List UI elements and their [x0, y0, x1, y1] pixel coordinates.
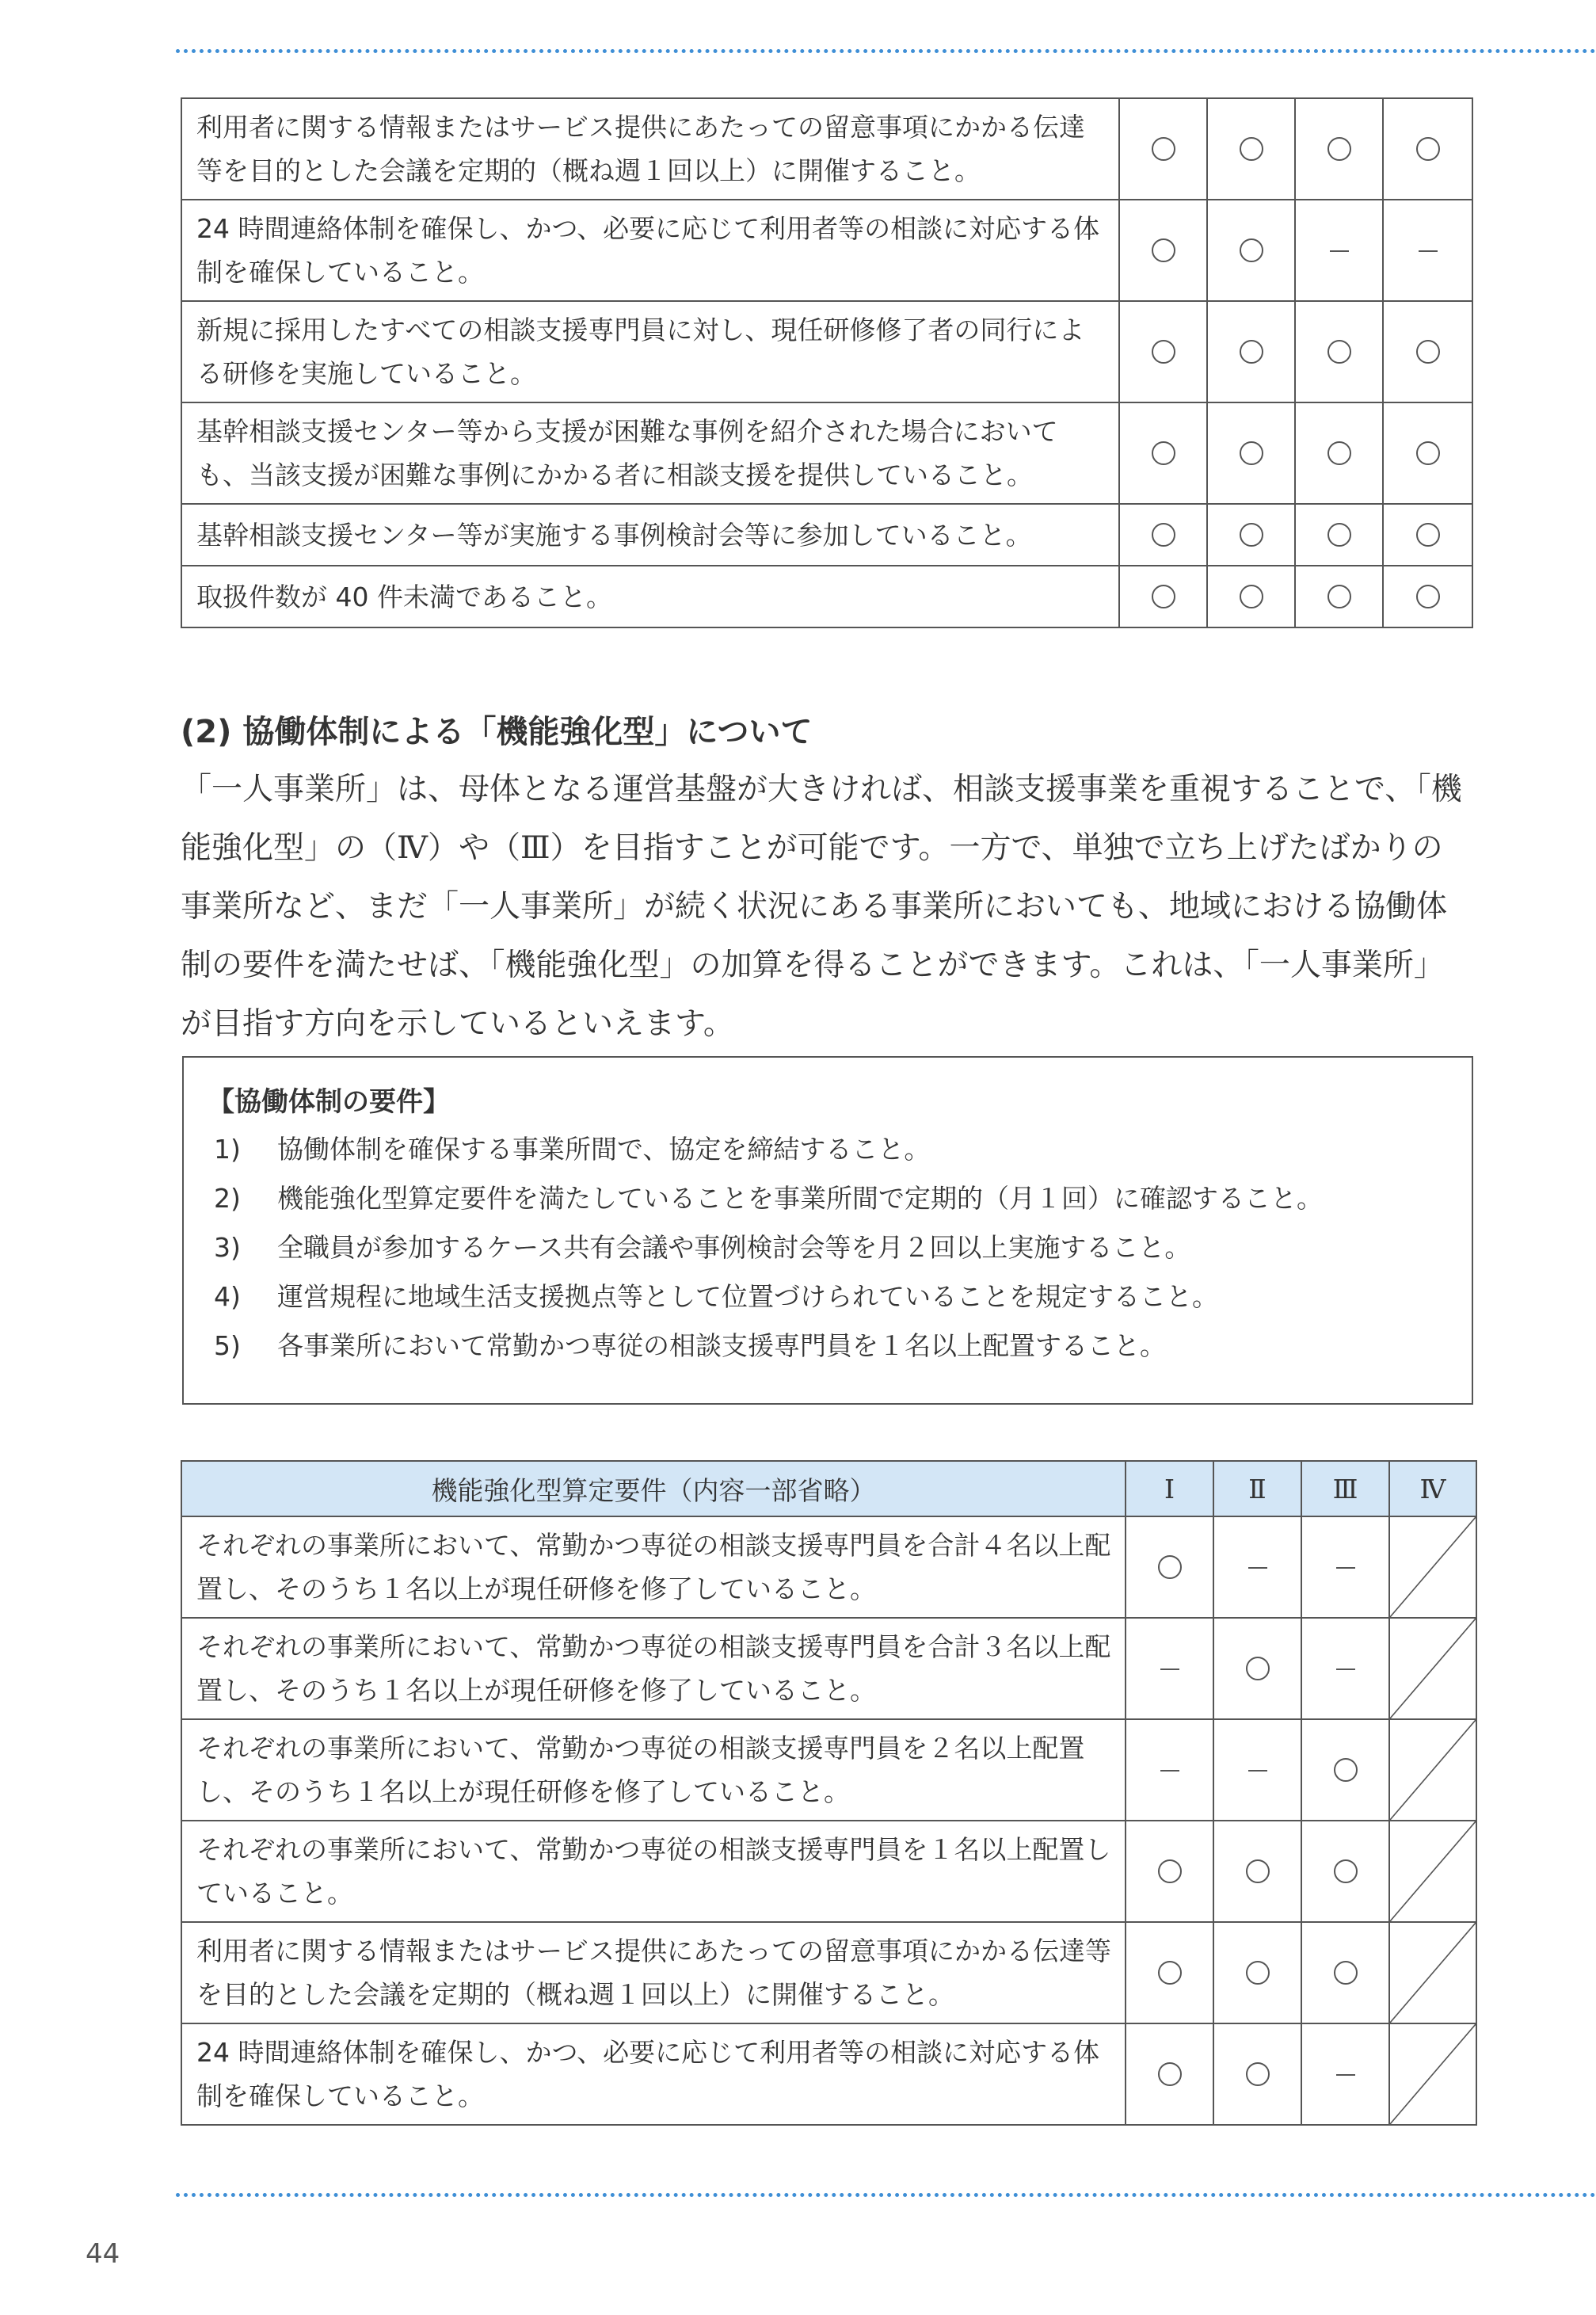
circle-mark-icon: [1327, 137, 1351, 161]
diagonal-slash-icon: [1390, 2024, 1476, 2124]
mark-cell: [1119, 200, 1207, 301]
dash-mark-icon: [1336, 2074, 1355, 2076]
requirement-text: 利用者に関する情報またはサービス提供にあたっての留意事項にかかる伝達等を目的とした会議を定期的（概ね週１回以上）に開催すること。: [181, 1922, 1126, 2023]
circle-mark-icon: [1327, 441, 1351, 465]
requirement-number: 4): [214, 1281, 241, 1312]
table-row: [181, 1821, 1476, 1922]
dash-mark-icon: [1330, 250, 1349, 252]
table-row: [181, 98, 1472, 200]
diagonal-slash-icon: [1390, 1720, 1476, 1820]
requirement-item-text: 機能強化型算定要件を満たしていることを事業所間で定期的（月１回）に確認すること。: [277, 1183, 1323, 1214]
requirement-text: それぞれの事業所において、常勤かつ専従の相談支援専門員を２名以上配置し、そのうち１名以上が現任研修を修了していること。: [181, 1719, 1126, 1821]
table-row: [181, 1922, 1476, 2023]
mark-cell: [1213, 2023, 1301, 2125]
mark-cell: [1119, 301, 1207, 402]
header-type-2: Ⅱ: [1213, 1461, 1301, 1516]
requirement-text: それぞれの事業所において、常勤かつ専従の相談支援専門員を１名以上配置していること。: [181, 1821, 1126, 1922]
dash-mark-icon: [1160, 1770, 1179, 1772]
not-applicable-slash-cell: [1389, 1821, 1476, 1922]
circle-mark-icon: [1416, 441, 1440, 465]
table-row: [181, 1618, 1476, 1719]
dash-mark-icon: [1248, 1567, 1267, 1569]
requirement-item: [208, 1272, 1472, 1321]
requirement-text: それぞれの事業所において、常勤かつ専従の相談支援専門員を合計３名以上配置し、そのうち１名以上が現任研修を修了していること。: [181, 1618, 1126, 1719]
circle-mark-icon: [1152, 137, 1175, 161]
mark-cell: [1301, 1516, 1389, 1618]
not-applicable-slash-cell: [1389, 1922, 1476, 2023]
table-header-row: [181, 1461, 1476, 1516]
not-applicable-slash-cell: [1389, 1719, 1476, 1821]
requirement-number: 2): [214, 1183, 241, 1214]
mark-cell: [1301, 1618, 1389, 1719]
mark-cell: [1301, 1719, 1389, 1821]
requirement-item-text: 全職員が参加するケース共有会議や事例検討会等を月２回以上実施すること。: [277, 1232, 1191, 1263]
requirement-number: 3): [214, 1232, 241, 1263]
diagonal-slash-icon: [1390, 1517, 1476, 1617]
circle-mark-icon: [1327, 523, 1351, 547]
circle-mark-icon: [1240, 523, 1263, 547]
mark-cell: [1383, 301, 1472, 402]
mark-cell: [1119, 98, 1207, 200]
mark-cell: [1295, 504, 1383, 566]
circle-mark-icon: [1246, 2062, 1270, 2086]
mark-cell: [1213, 1719, 1301, 1821]
table-row: [181, 566, 1472, 627]
requirement-item-text: 各事業所において常勤かつ専従の相談支援専門員を１名以上配置すること。: [277, 1330, 1166, 1361]
mark-cell: [1126, 1821, 1213, 1922]
mark-cell: [1301, 1922, 1389, 2023]
not-applicable-slash-cell: [1389, 2023, 1476, 2125]
circle-mark-icon: [1416, 340, 1440, 364]
circle-mark-icon: [1152, 585, 1175, 608]
mark-cell: [1119, 504, 1207, 566]
circle-mark-icon: [1240, 585, 1263, 608]
requirement-number: 1): [214, 1134, 241, 1165]
mark-cell: [1126, 1922, 1213, 2023]
diagonal-slash-icon: [1390, 1821, 1476, 1921]
mark-cell: [1295, 402, 1383, 504]
circle-mark-icon: [1158, 2062, 1182, 2086]
dash-mark-icon: [1248, 1770, 1267, 1772]
mark-cell: [1383, 402, 1472, 504]
requirement-text: 基幹相談支援センター等から支援が困難な事例を紹介された場合においても、当該支援が困難な事例にかかる者に相談支援を提供していること。: [181, 402, 1119, 504]
dash-mark-icon: [1160, 1669, 1179, 1670]
mark-cell: [1207, 504, 1295, 566]
mark-cell: [1207, 98, 1295, 200]
page-number: 44: [86, 2238, 120, 2270]
mark-cell: [1119, 402, 1207, 504]
mark-cell: [1213, 1922, 1301, 2023]
circle-mark-icon: [1416, 585, 1440, 608]
mark-cell: [1207, 566, 1295, 627]
table-row: [181, 301, 1472, 402]
mark-cell: [1383, 504, 1472, 566]
mark-cell: [1126, 1719, 1213, 1821]
mark-cell: [1213, 1821, 1301, 1922]
requirement-text: 基幹相談支援センター等が実施する事例検討会等に参加していること。: [181, 504, 1119, 566]
mark-cell: [1383, 566, 1472, 627]
requirement-item-text: 運営規程に地域生活支援拠点等として位置づけられていることを規定すること。: [277, 1281, 1218, 1312]
mark-cell: [1207, 402, 1295, 504]
mark-cell: [1295, 566, 1383, 627]
table-row: [181, 402, 1472, 504]
requirement-item-text: 協働体制を確保する事業所間で、協定を締結すること。: [277, 1134, 931, 1165]
dash-mark-icon: [1336, 1567, 1355, 1569]
mark-cell: [1119, 566, 1207, 627]
not-applicable-slash-cell: [1389, 1516, 1476, 1618]
circle-mark-icon: [1152, 441, 1175, 465]
circle-mark-icon: [1334, 1961, 1358, 1985]
circle-mark-icon: [1240, 137, 1263, 161]
requirement-item: [208, 1174, 1472, 1223]
header-type-1: Ⅰ: [1126, 1461, 1213, 1516]
table-row: [181, 200, 1472, 301]
mark-cell: [1383, 98, 1472, 200]
mark-cell: [1301, 1821, 1389, 1922]
requirement-text: 24 時間連絡体制を確保し、かつ、必要に応じて利用者等の相談に対応する体制を確保していること。: [181, 200, 1119, 301]
mark-cell: [1126, 2023, 1213, 2125]
section-title: (2) 協働体制による「機能強化型」について: [181, 714, 813, 750]
function-enhanced-requirements-table: [181, 1460, 1477, 2126]
table-row: [181, 2023, 1476, 2125]
requirement-text: 利用者に関する情報またはサービス提供にあたっての留意事項にかかる伝達等を目的とした会議を定期的（概ね週１回以上）に開催すること。: [181, 98, 1119, 200]
table-row: [181, 1719, 1476, 1821]
mark-cell: [1213, 1516, 1301, 1618]
section-paragraph: 「一人事業所」は、母体となる運営基盤が大きければ、相談支援事業を重視することで、「機能強化型」の（Ⅳ）や（Ⅲ）を目指すことが可能です。一方で、単独で立ち上げたばかりの事業所など、まだ「一人事業所」が続く状況にある事業所においても、地域における協働体制の要件を満たせば、「機能強化型」の加算を得ることができます。これは、「一人事業所」が目指す方向を示しているといえます。: [181, 772, 1462, 1042]
not-applicable-slash-cell: [1389, 1618, 1476, 1719]
dash-mark-icon: [1419, 250, 1438, 252]
requirement-text: 新規に採用したすべての相談支援専門員に対し、現任研修修了者の同行による研修を実施していること。: [181, 301, 1119, 402]
mark-cell: [1126, 1516, 1213, 1618]
diagonal-slash-icon: [1390, 1619, 1476, 1718]
requirements-table-top: [181, 97, 1473, 628]
header-type-4: Ⅳ: [1389, 1461, 1476, 1516]
circle-mark-icon: [1152, 238, 1175, 262]
requirements-box-title: 【協働体制の要件】: [208, 1086, 450, 1118]
table-row: [181, 504, 1472, 566]
circle-mark-icon: [1246, 1961, 1270, 1985]
circle-mark-icon: [1152, 523, 1175, 547]
circle-mark-icon: [1158, 1555, 1182, 1579]
requirement-text: 取扱件数が 40 件未満であること。: [181, 566, 1119, 627]
requirement-item: [208, 1223, 1472, 1272]
circle-mark-icon: [1240, 238, 1263, 262]
top-dotted-rule: [176, 49, 1596, 53]
bottom-dotted-rule: [176, 2193, 1596, 2197]
circle-mark-icon: [1246, 1859, 1270, 1883]
circle-mark-icon: [1416, 137, 1440, 161]
cooperation-requirements-box: [182, 1056, 1473, 1405]
requirement-text: 24 時間連絡体制を確保し、かつ、必要に応じて利用者等の相談に対応する体制を確保していること。: [181, 2023, 1126, 2125]
mark-cell: [1213, 1618, 1301, 1719]
mark-cell: [1207, 200, 1295, 301]
circle-mark-icon: [1152, 340, 1175, 364]
mark-cell: [1383, 200, 1472, 301]
circle-mark-icon: [1158, 1961, 1182, 1985]
diagonal-slash-icon: [1390, 1923, 1476, 2023]
mark-cell: [1295, 200, 1383, 301]
circle-mark-icon: [1246, 1657, 1270, 1680]
header-type-3: Ⅲ: [1301, 1461, 1389, 1516]
circle-mark-icon: [1416, 523, 1440, 547]
mark-cell: [1295, 98, 1383, 200]
mark-cell: [1295, 301, 1383, 402]
dash-mark-icon: [1336, 1669, 1355, 1670]
table-row: [181, 1516, 1476, 1618]
circle-mark-icon: [1327, 340, 1351, 364]
mark-cell: [1126, 1618, 1213, 1719]
circle-mark-icon: [1327, 585, 1351, 608]
requirement-item: [208, 1321, 1472, 1371]
requirement-text: それぞれの事業所において、常勤かつ専従の相談支援専門員を合計４名以上配置し、そのうち１名以上が現任研修を修了していること。: [181, 1516, 1126, 1618]
mark-cell: [1301, 2023, 1389, 2125]
mark-cell: [1207, 301, 1295, 402]
requirement-item: [208, 1125, 1472, 1174]
circle-mark-icon: [1334, 1758, 1358, 1782]
circle-mark-icon: [1158, 1859, 1182, 1883]
circle-mark-icon: [1240, 441, 1263, 465]
circle-mark-icon: [1240, 340, 1263, 364]
requirement-number: 5): [214, 1330, 241, 1361]
circle-mark-icon: [1334, 1859, 1358, 1883]
header-requirements: 機能強化型算定要件（内容一部省略）: [181, 1461, 1126, 1516]
